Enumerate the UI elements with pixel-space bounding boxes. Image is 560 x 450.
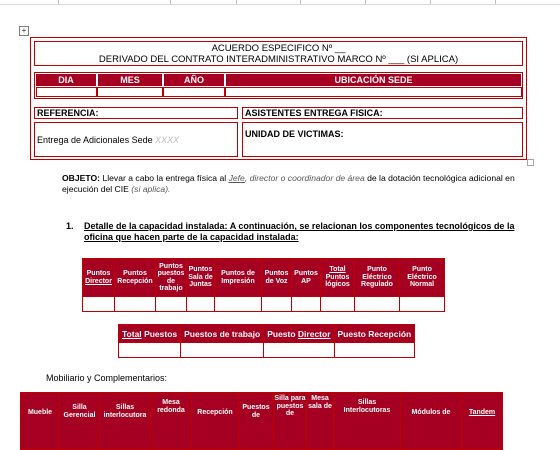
col-visitor-chairs: Sillas interlocutora xyxy=(100,393,151,450)
col-ap-points: Puntos AP xyxy=(292,259,321,297)
col-meeting-table: Mesa sala de xyxy=(307,393,334,450)
day-header: DIA xyxy=(36,74,96,86)
reference-value-cell[interactable] xyxy=(34,122,238,157)
site-location-cell[interactable] xyxy=(225,87,522,97)
table-cell[interactable] xyxy=(115,297,156,312)
col-regulated-power: Punto Eléctrico Regulado xyxy=(355,259,400,297)
table-cell[interactable] xyxy=(400,297,445,312)
table-cell[interactable] xyxy=(156,297,187,312)
objective-jefe: Jefe xyxy=(228,173,245,183)
table-cell[interactable] xyxy=(181,343,264,358)
ruler-tick xyxy=(58,0,59,4)
objective-text-b: , director o coordinador de área xyxy=(244,173,365,183)
site-location-header: UBICACIÓN SEDE xyxy=(226,74,521,86)
table-cell[interactable] xyxy=(187,297,215,312)
installed-capacity-table xyxy=(82,258,445,312)
table-row xyxy=(119,343,415,358)
workstations-summary-table xyxy=(118,324,415,358)
year-header: AÑO xyxy=(164,74,224,86)
section-1-text: Detalle de la capacidad instalada: A continuación, se relacionan los componentes tecnológicos de la oficina que hacen parte de la capacidad instalada: xyxy=(84,221,515,242)
furniture-table xyxy=(20,392,503,450)
ruler-bar xyxy=(0,0,560,5)
reference-label: REFERENCIA: xyxy=(34,107,238,119)
col-print-points: Puntos de Impresión xyxy=(215,259,262,297)
reference-value: Entrega de Adicionales Sede xyxy=(37,135,153,145)
col-manager-chair: Silla Gerencial xyxy=(60,393,100,450)
col-workstation-chair: Silla para puestos de xyxy=(274,393,307,450)
victims-unit-cell[interactable] xyxy=(242,122,523,157)
objective-text-c: de la dotación tecnológica adicional en ejecución del CIE xyxy=(62,173,515,194)
month-cell[interactable] xyxy=(97,87,163,97)
year-cell[interactable] xyxy=(163,87,225,97)
section-1-number: 1. xyxy=(66,221,74,231)
table-cell[interactable] xyxy=(292,297,321,312)
table-cell[interactable] xyxy=(355,297,400,312)
col-meeting-room-points: Puntos Sala de Juntas xyxy=(187,259,215,297)
ruler-tick xyxy=(430,0,431,4)
col-round-table: Mesa redonda xyxy=(151,393,192,450)
title-line-1: ACUERDO ESPECIFICO Nº __ xyxy=(211,43,346,54)
day-cell[interactable] xyxy=(36,87,97,97)
attendees-label: ASISTENTES ENTREGA FISICA: xyxy=(242,107,523,119)
table-move-handle-icon[interactable]: + xyxy=(19,26,29,36)
agreement-header-table xyxy=(30,37,527,160)
col-normal-power: Punto Eléctrico Normal xyxy=(400,259,445,297)
col-workstation-points: Puntos puestos de trabajo xyxy=(156,259,187,297)
col-reception: Recepción xyxy=(192,393,239,450)
col-reception-points: Puntos Recepción xyxy=(115,259,156,297)
table-cell[interactable] xyxy=(83,297,115,312)
ruler-tick xyxy=(365,0,366,4)
col-workstations: Puestos de xyxy=(239,393,274,450)
col-workstations: Puestos de trabajo xyxy=(181,325,264,343)
table-cell[interactable] xyxy=(334,343,415,358)
month-header: MES xyxy=(98,74,162,86)
col-director-workstation: Puesto Director xyxy=(264,325,334,343)
title-line-2: DERIVADO DEL CONTRATO INTERADMINISTRATIVO MARCO Nº ___ (SI APLICA) xyxy=(98,54,459,65)
ruler-tick xyxy=(236,0,237,4)
col-director-points: Puntos Director xyxy=(83,259,115,297)
col-interlocutor-chairs: Sillas Interlocutoras xyxy=(334,393,401,450)
date-location-row xyxy=(34,72,523,99)
col-tandem: Tandem xyxy=(462,393,503,450)
table-cell[interactable] xyxy=(215,297,262,312)
table-cell[interactable] xyxy=(321,297,355,312)
ruler-tick xyxy=(170,0,171,4)
victims-unit-label: UNIDAD DE VICTIMAS: xyxy=(245,129,344,139)
ruler-tick xyxy=(495,0,496,4)
col-total-logical-points: Total Puntos lógicos xyxy=(321,259,355,297)
table-cell[interactable] xyxy=(119,343,181,358)
objective-text-a: Llevar a cabo la entrega física al xyxy=(102,173,227,183)
ruler-tick xyxy=(300,0,301,4)
site-placeholder: XXXX xyxy=(155,135,180,145)
furniture-heading: Mobiliario y Complementarios: xyxy=(46,373,168,383)
table-cell[interactable] xyxy=(262,297,292,312)
objective-paragraph[interactable] xyxy=(62,173,532,195)
objective-si-aplica: (si aplica). xyxy=(131,184,171,194)
table-resize-handle-icon[interactable] xyxy=(527,159,534,166)
col-voice-points: Puntos de Voz xyxy=(262,259,292,297)
col-reception-workstation: Puesto Recepción xyxy=(334,325,415,343)
table-row xyxy=(83,297,445,312)
title-cell[interactable] xyxy=(34,41,523,66)
table-cell[interactable] xyxy=(264,343,334,358)
objective-label: OBJETO: xyxy=(62,173,101,183)
col-total-workstations: Total Puestos xyxy=(119,325,181,343)
col-modules: Módulos de xyxy=(401,393,462,450)
col-furniture: Mueble xyxy=(21,393,60,450)
